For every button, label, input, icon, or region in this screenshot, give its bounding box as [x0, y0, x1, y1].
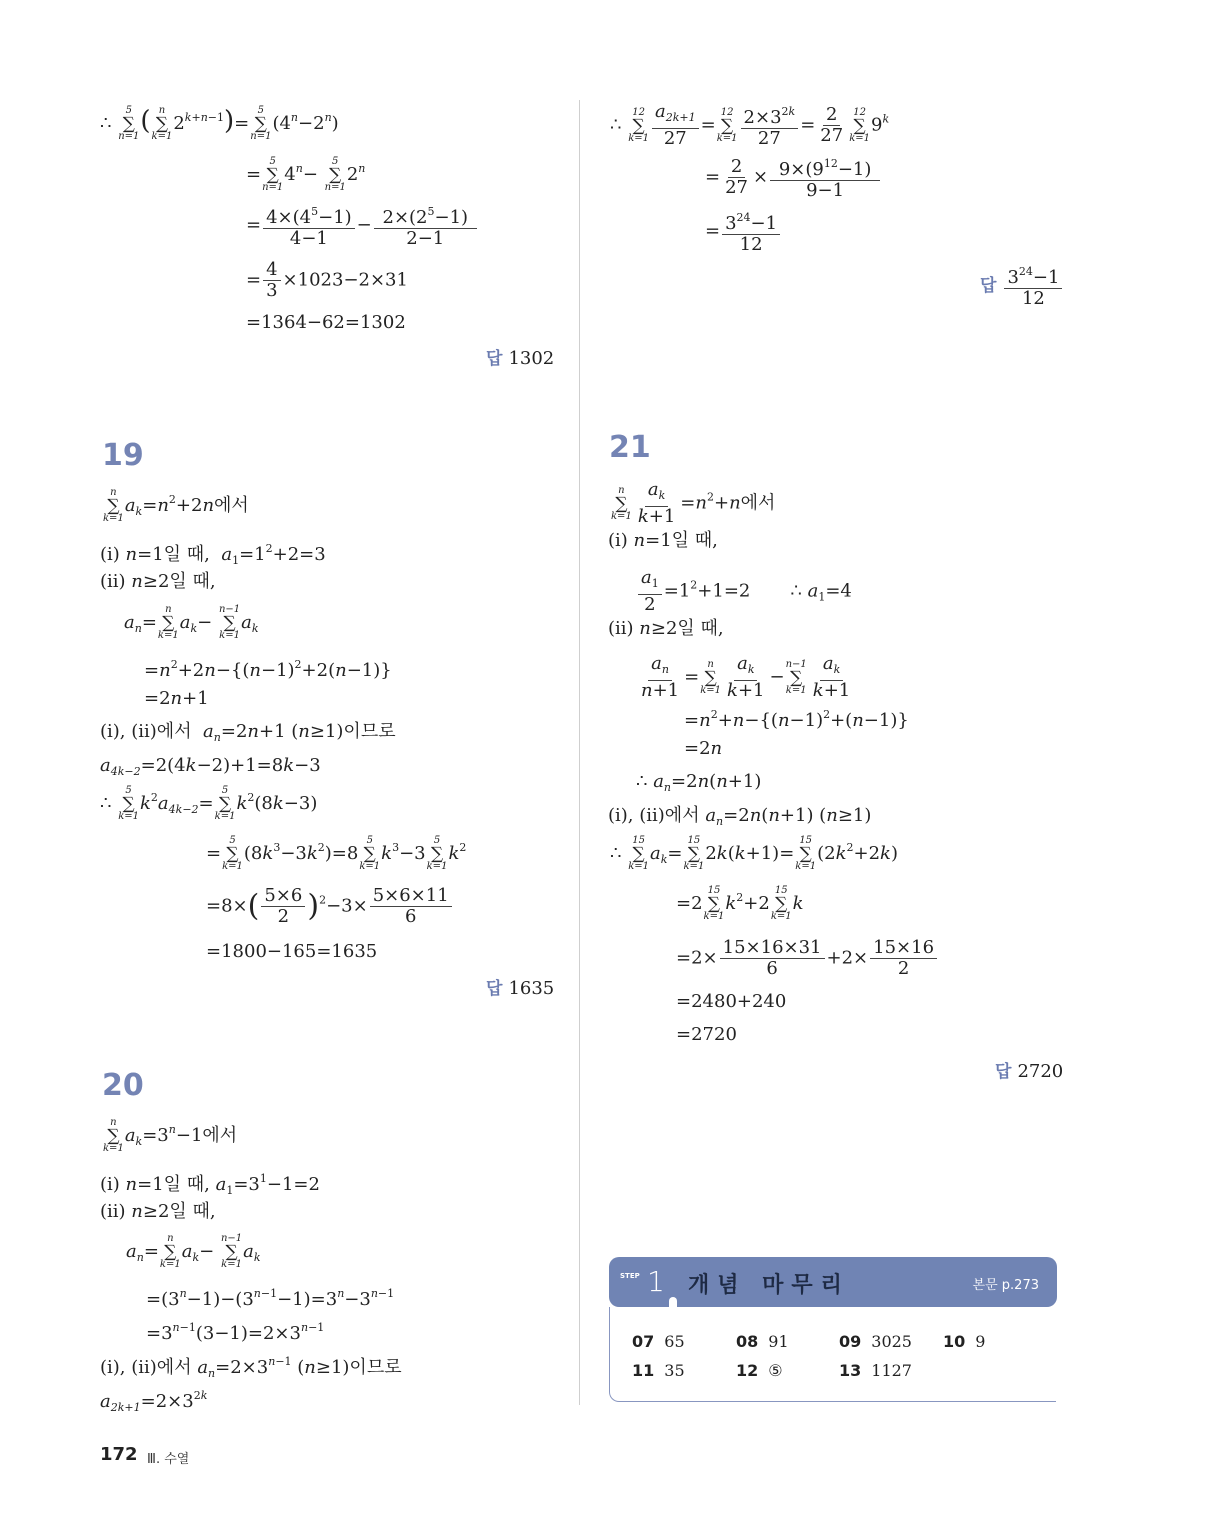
step-label: STEP	[620, 1272, 640, 1280]
answer-line: 답 $\frac{3^{24}-1}{12}$	[980, 262, 1064, 309]
math-line: =2× $\frac{15\times 16\times 31}{6}$ +2× $\frac{15\times 16}{2}$	[676, 938, 939, 979]
math-line: =2n+1	[144, 688, 209, 709]
math-line: = 5 ∑ k=1 $(8k^3-3k^2)=8$ 5 ∑ k=1 $k^3-3$ 5 ∑ k=1 $k^2$	[206, 835, 467, 872]
answer-label: 답	[486, 979, 503, 999]
answer-item: 09 3025	[839, 1332, 912, 1351]
math-line: = $\frac{4\times(4^5-1)}{4-1}$ − $\frac{2\times(2^5-1)}{2-1}$	[246, 202, 479, 249]
answer-label: 답	[486, 349, 503, 369]
math-line: =2480+240	[676, 991, 787, 1012]
math-line: n ∑ k=1 $a_k=3^n-1$에서	[103, 1117, 238, 1154]
math-line: =8×( $\frac{5\times 6}{2}$ )$^2$−3× $\frac{5\times 6\times 11}{6}$	[206, 886, 454, 927]
answer-value: 1302	[508, 348, 555, 369]
problem-number: 19	[102, 438, 144, 473]
answer-item: 08 91	[736, 1332, 789, 1351]
answer-line	[995, 1057, 1063, 1082]
math-line: n ∑ k=1 $a_k=n^2+2n$에서	[103, 487, 249, 524]
math-line: (i) n=1일 때, $a_1=1^2+2=3$	[100, 542, 326, 567]
column-divider	[579, 100, 580, 1405]
math-line: =2n	[684, 738, 723, 759]
problem-number: 21	[609, 430, 651, 465]
math-line: $=3^{n-1}(3-1)=2\times 3^{n-1}$	[146, 1321, 325, 1344]
math-line: (i), (ii)에서 $a_n=2n+1$ (n≥1)이므로	[100, 721, 396, 744]
step-number: 1	[647, 1265, 665, 1298]
math-line: $=n^2+n-\{(n-1)^2+(n-1)\}$	[684, 708, 909, 731]
math-line: = 5 ∑ n=1 $4^n-$ 5 ∑ n=1 2$^n$	[246, 156, 366, 193]
math-line: $\frac{a_1}{2}$ $=1^2+1=2$ ∴ $a_1=4$	[636, 568, 852, 615]
math-line: ∴ 12 ∑ k=1 $\frac{a_{2k+1}}{27}$ = 12 ∑ k=1 $\frac{2\times 3^{2k}}{27}$ = $\frac{2}{27}$ 12 ∑ k=1 9$^k$	[610, 101, 890, 149]
math-line: ∴ $a_n=2n(n+1)$	[636, 771, 762, 794]
math-line: = $\frac{2}{27}$ × $\frac{9\times(9^{12}-1)}{9-1}$	[705, 154, 882, 201]
step-summary-box	[609, 1257, 1057, 1403]
answer-value: 2720	[1017, 1061, 1064, 1082]
answer-label: 답	[995, 1062, 1012, 1082]
math-line: (ii) n≥2일 때,	[608, 618, 724, 639]
math-line: (i) n=1일 때, $a_1=3^1-1=2$	[100, 1172, 320, 1197]
page-number: 172	[100, 1444, 138, 1465]
chapter-label: Ⅲ. 수열	[147, 1452, 190, 1467]
math-line: = $\frac{4}{3}$ ×1023−2×31	[246, 259, 408, 301]
answer-item: 12 ⑤	[736, 1361, 783, 1380]
math-line: =1800−165=1635	[206, 941, 378, 962]
math-line: ∴ 5 ∑ n=1 ( n ∑ k=1 $2^{k+n-1})=$ 5 ∑ n=1 $(4^n-2^n)$	[100, 105, 339, 142]
math-line: n ∑ k=1 $\frac{a_k}{k+1}$ $=n^2+n$에서	[611, 479, 776, 527]
step-answers	[609, 1307, 1056, 1402]
answer-item: 13 1127	[839, 1361, 912, 1380]
answer-line	[486, 974, 554, 999]
math-line: (i), (ii)에서 $a_n=2n(n+1)$ (n≥1)	[608, 805, 872, 828]
answer-label: 답	[980, 275, 997, 296]
math-line: = $\frac{3^{24}-1}{12}$	[705, 208, 782, 255]
math-line: =1364−62=1302	[246, 312, 406, 333]
math-line: =2720	[676, 1024, 737, 1045]
math-line: $a_n=$ n ∑ k=1 $a_k-$ n−1 ∑ k=1 $a_k$	[124, 604, 259, 641]
math-line: =2 15 ∑ k=1 $k^2+2$ 15 ∑ k=1 k	[676, 885, 804, 922]
page-reference: 본문 p.273	[972, 1278, 1039, 1293]
math-line: $a_{4k-2}=2(4k-2)+1=8k-3$	[100, 755, 321, 778]
math-line: $\frac{a_n}{n+1}$ = n ∑ k=1 $\frac{a_k}{k+1}$ − n−1 ∑ k=1 $\frac{a_k}{k+1}$	[641, 653, 851, 701]
math-line: $=n^2+2n-\{(n-1)^2+2(n-1)\}$	[144, 658, 392, 681]
math-line: $a_{2k+1}=2\times 3^{2k}$	[100, 1389, 208, 1414]
answer-value: 1635	[508, 978, 555, 999]
math-line: (ii) n≥2일 때,	[100, 1201, 216, 1222]
math-line: ∴ 15 ∑ k=1 $a_k=$ 15 ∑ k=1 2k(k+1)= 15 ∑ k=1 $(2k^2+2k)$	[610, 835, 898, 872]
step-title: 개념 마무리	[688, 1273, 850, 1298]
math-line: (i) n=1일 때,	[608, 530, 718, 551]
math-line: (i), (ii)에서 $a_n=2\times 3^{n-1}$ (n≥1)이므로	[100, 1355, 402, 1380]
answer-item: 10 9	[943, 1332, 986, 1351]
math-line: ∴ 5 ∑ k=1 $k^2a_{4k-2}=$ 5 ∑ k=1 $k^2(8k-3)$	[100, 785, 318, 822]
math-line: $=(3^n-1)-(3^{n-1}-1)=3^n-3^{n-1}$	[146, 1287, 395, 1310]
answer-line	[486, 344, 554, 369]
math-line: $a_n=$ n ∑ k=1 $a_k-$ n−1 ∑ k=1 $a_k$	[126, 1233, 261, 1270]
problem-number: 20	[102, 1068, 144, 1103]
math-line: (ii) n≥2일 때,	[100, 571, 216, 592]
answer-item: 07 65	[632, 1332, 685, 1351]
answer-item: 11 35	[632, 1361, 685, 1380]
